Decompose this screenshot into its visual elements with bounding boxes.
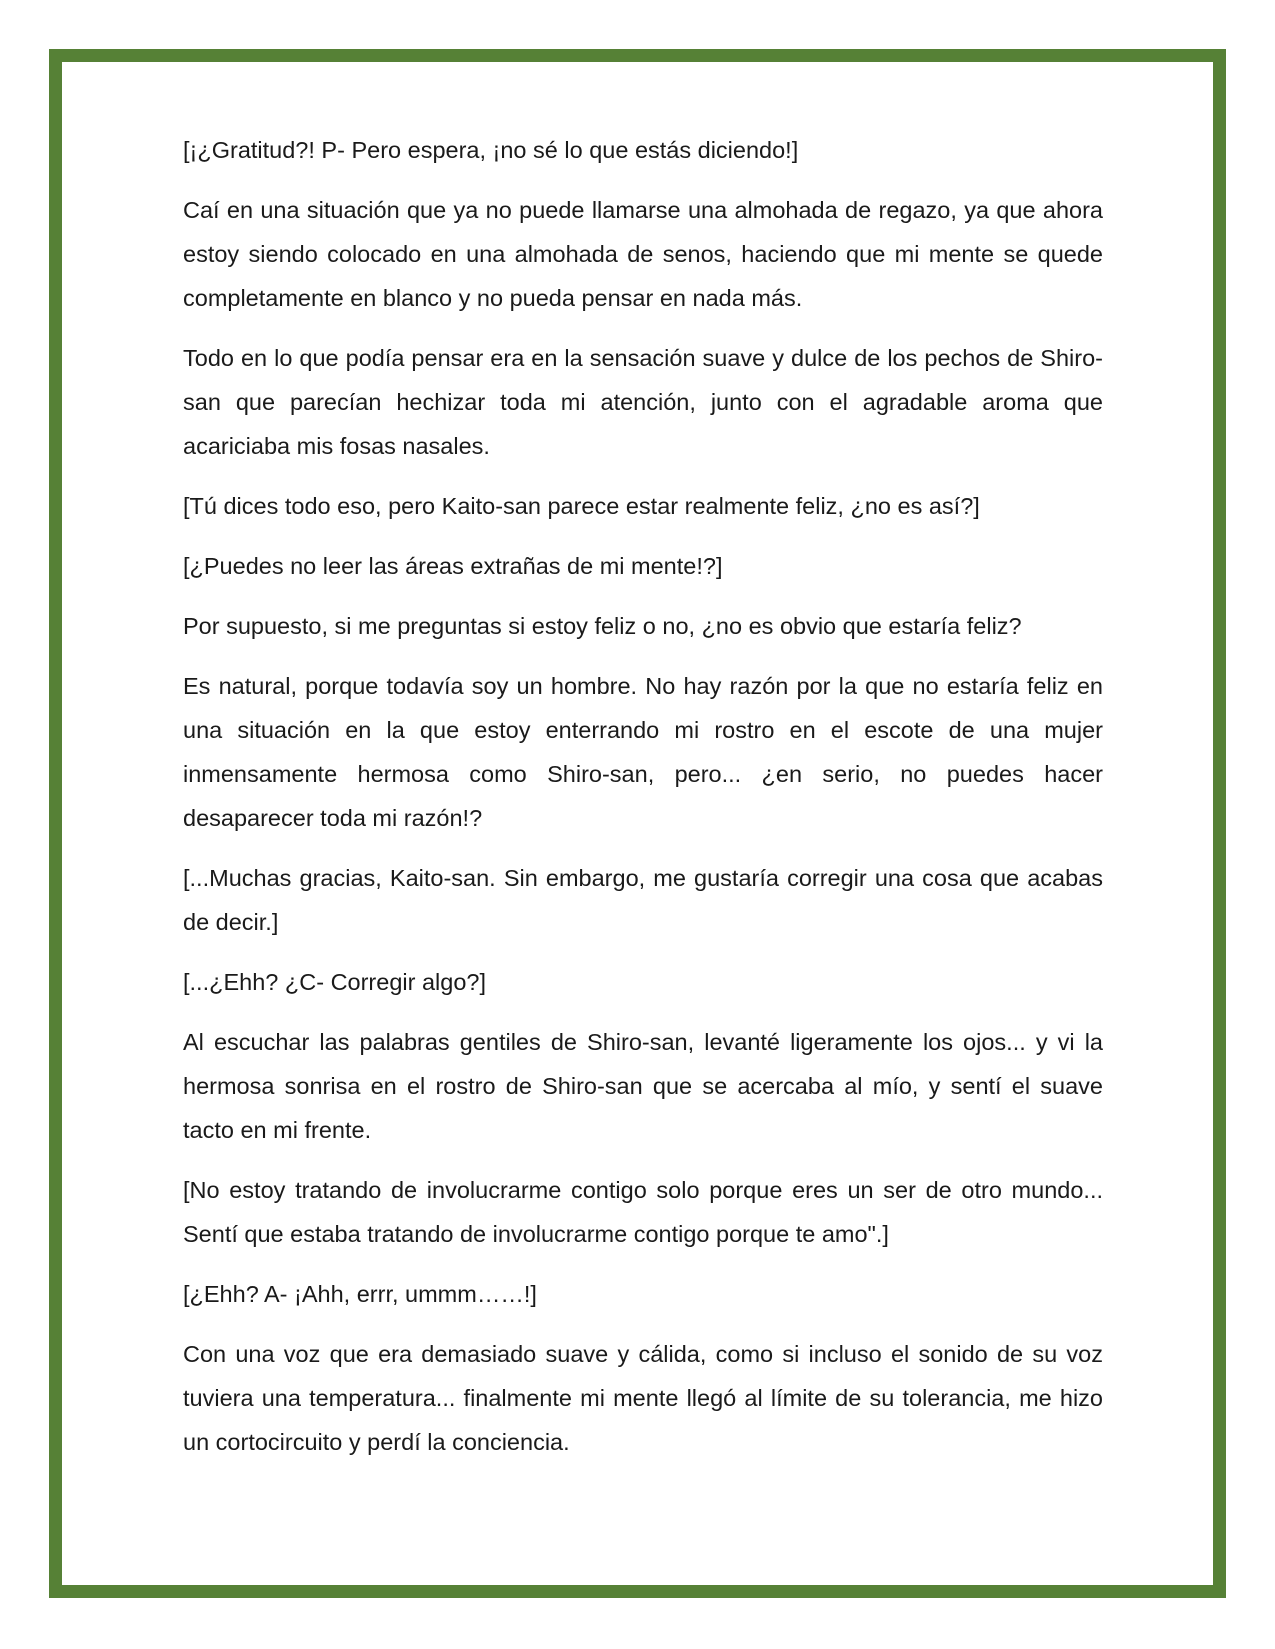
- document-body: [183, 128, 1103, 1480]
- paragraph-4: [Tú dices todo eso, pero Kaito-san parece estar realmente feliz, ¿no es así?]: [183, 493, 980, 519]
- paragraph-12: [¿Ehh? A- ¡Ahh, errr, ummm……!]: [183, 1281, 537, 1307]
- paragraph-3: Todo en lo que podía pensar era en la sensación suave y dulce de los pechos de Shiro-san que parecían hechizar toda mi atención, junto con el agradable aroma que acariciaba mis fosas nasales.: [183, 345, 1103, 459]
- paragraph-9: [...¿Ehh? ¿C- Corregir algo?]: [183, 969, 486, 995]
- paragraph-1: [¡¿Gratitud?! P- Pero espera, ¡no sé lo que estás diciendo!]: [183, 137, 799, 163]
- paragraph-10: Al escuchar las palabras gentiles de Shiro-san, levanté ligeramente los ojos... y vi la hermosa sonrisa en el rostro de Shiro-san que se acercaba al mío, y sentí el suave tacto en mi frente.: [183, 1029, 1103, 1143]
- paragraph-7: Es natural, porque todavía soy un hombre. No hay razón por la que no estaría feliz en una situación en la que estoy enterrando mi rostro en el escote de una mujer inmensamente hermosa como Shiro-san, pero... ¿en serio, no puedes hacer desaparecer toda mi razón!?: [183, 673, 1103, 831]
- page-border-frame: [49, 49, 1226, 1598]
- paragraph-8: [...Muchas gracias, Kaito-san. Sin embargo, me gustaría corregir una cosa que acabas de decir.]: [183, 865, 1103, 935]
- paragraph-6: Por supuesto, si me preguntas si estoy feliz o no, ¿no es obvio que estaría feliz?: [183, 613, 1022, 639]
- paragraph-2: Caí en una situación que ya no puede llamarse una almohada de regazo, ya que ahora estoy siendo colocado en una almohada de senos, haciendo que mi mente se quede completamente en blanco y no pueda pensar en nada más.: [183, 197, 1103, 311]
- paragraph-13: Con una voz que era demasiado suave y cálida, como si incluso el sonido de su voz tuviera una temperatura... finalmente mi mente llegó al límite de su tolerancia, me hizo un cortocircuito y perdí la conciencia.: [183, 1341, 1103, 1455]
- paragraph-5: [¿Puedes no leer las áreas extrañas de mi mente!?]: [183, 553, 723, 579]
- paragraph-11: [No estoy tratando de involucrarme contigo solo porque eres un ser de otro mundo... Sentí que estaba tratando de involucrarme contigo porque te amo".]: [183, 1177, 1103, 1247]
